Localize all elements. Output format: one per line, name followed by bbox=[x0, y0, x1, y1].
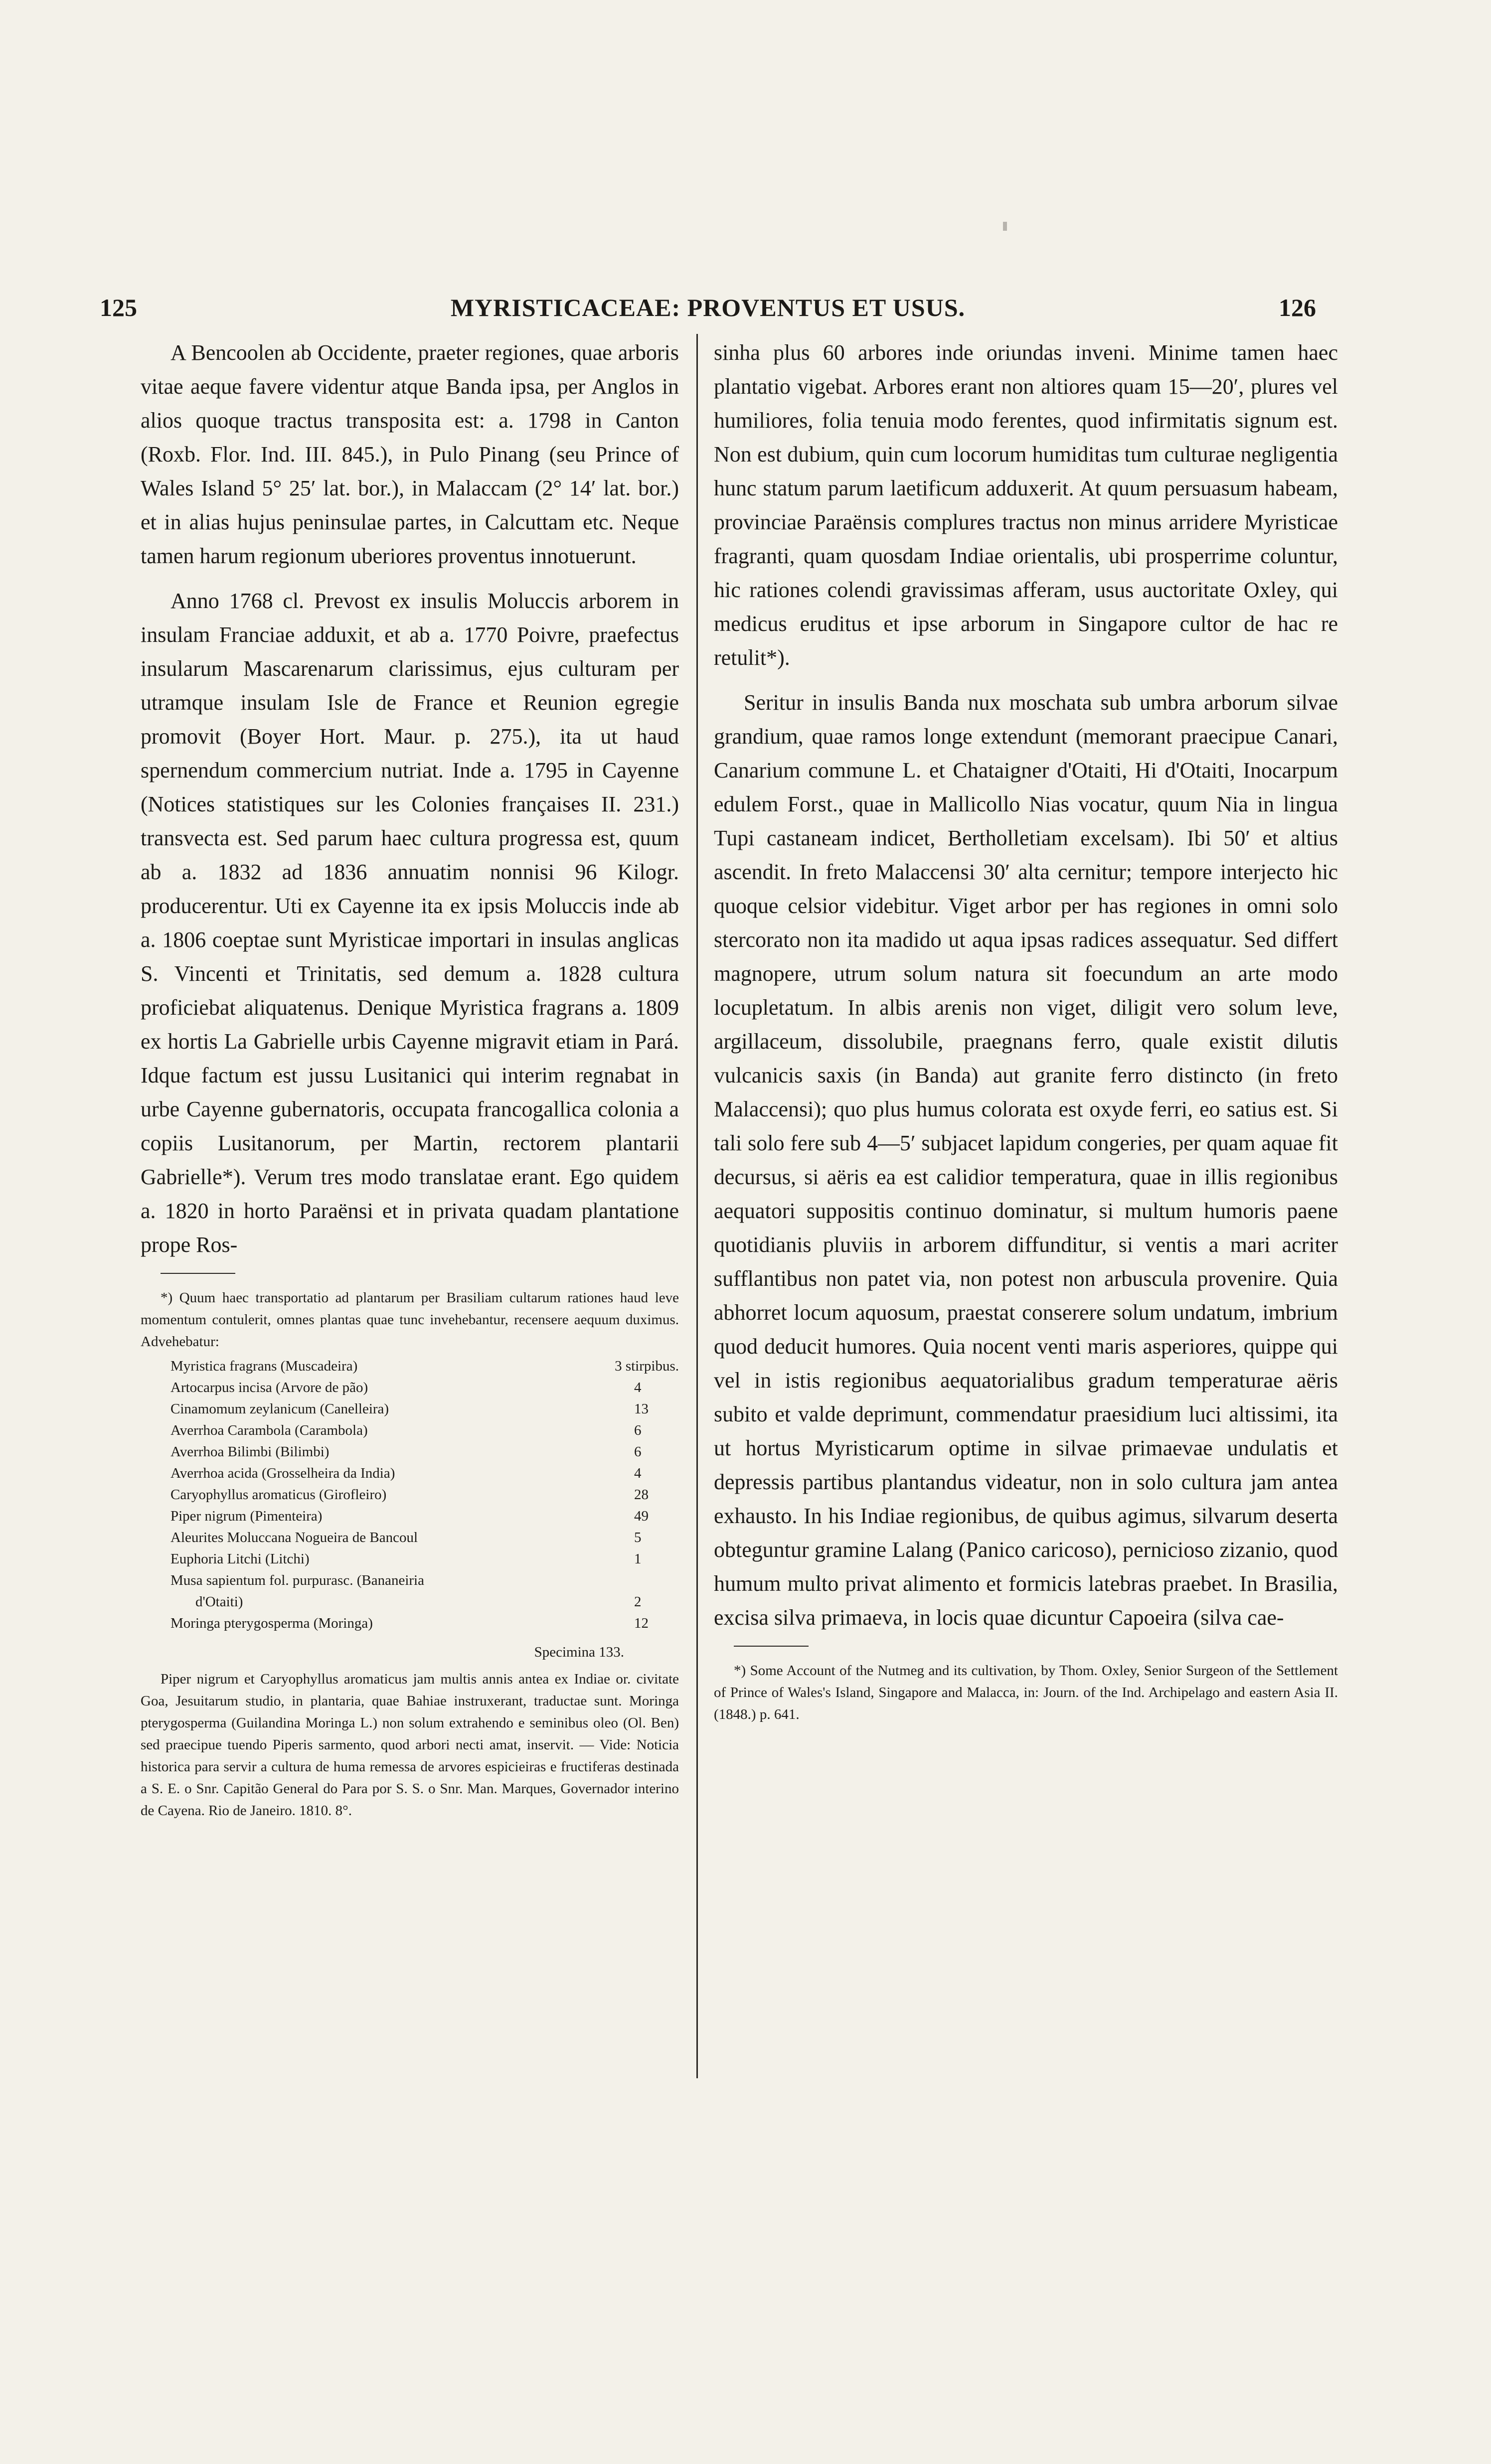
plant-row bbox=[170, 1506, 679, 1527]
plant-count: 12 bbox=[634, 1615, 649, 1631]
footnote-text: *) Some Account of the Nutmeg and its cultivation, by Thom. Oxley, Senior Surgeon of the Settlement of Prince of Wales's Island, Singapore and Malacca, in: Journ. of the Ind. Archipelago and eastern Asia II. (1848.) p. 641. bbox=[714, 1663, 1338, 1722]
plant-row bbox=[170, 1591, 679, 1613]
plant-count: 49 bbox=[634, 1508, 649, 1524]
plant-name: Cinamomum zeylanicum (Canelleira) bbox=[170, 1401, 389, 1417]
plant-row bbox=[170, 1398, 679, 1420]
plant-name: Averrhoa acida (Grosselheira da India) bbox=[170, 1465, 395, 1481]
footnote-rule bbox=[161, 1273, 235, 1274]
page-number-right: 126 bbox=[1279, 294, 1316, 321]
plant-row bbox=[170, 1548, 679, 1570]
plant-row bbox=[170, 1356, 679, 1377]
plant-row bbox=[170, 1527, 679, 1548]
footnote-rule bbox=[734, 1646, 809, 1647]
plant-name: d'Otaiti) bbox=[195, 1594, 243, 1610]
plant-count: 2 bbox=[634, 1594, 642, 1610]
plant-name: Myristica fragrans (Muscadeira) bbox=[170, 1358, 358, 1374]
plant-name: Averrhoa Carambola (Carambola) bbox=[170, 1422, 368, 1438]
plant-row bbox=[170, 1570, 679, 1591]
plant-name: Aleurites Moluccana Nogueira de Bancoul bbox=[170, 1530, 418, 1545]
paragraph: Seritur in insulis Banda nux moschata sub umbra arborum silvae grandium, quae ramos longe extendunt (memorant praecipue Canari, Canarium commune L. et Chataigner d'Otaiti, Hi d'Otaiti, Inocarpum edulem Forst., quae in Mallicollo Nias vocatur, quum Nia in lingua Tupi castaneam indicet, Bertholletiam excelsam). Ibi 50′ et altius ascendit. In freto Malaccensi 30′ alta cernitur; tempore interjecto hic quoque celsior videbitur. Viget arbor per has regiones in omni solo stercorato non ita madido ut aqua ipsas radices assequatur. Sed differt magnopere, utrum solum natura sit foecundum an arte modo locupletatum. In albis arenis non viget, diligit vero solum leve, argillaceum, dissolubile, praegnans ferro, quale existit dilutis vulcanicis saxis (in Banda) aut granite ferro distincto (in freto Malaccensi); quo plus humus colorata est oxyde ferri, eo satius est. Si tali solo fere sub 4—5′ subjacet lapidum congeries, per quam aquae fit decursus, si aëris ea est calidior temperatura, quae in illis regionibus aequatori suppositis continuo dominatur, si multum humoris paene quotidianis pluviis in arborem diffunditur, si ventis a mari acriter sufflantibus non patet via, non potest non arbuscula provenire. Quia abhorret locum aquosum, praestat conserere solum undatum, imbrium quod deducit humores. Quia nocent venti maris asperiores, quippe qui vel in istis regionibus aequatorialibus gradum temperaturae aëris subito et valde deprimunt, commendatur praesidium luci altissimi, ita ut hortus Myristicarum optime in silvae primaevae undulatis et depressis partibus plantandus videatur, non in solo cultura jam antea exhausto. In his Indiae regionibus, de quibus agimus, silvarum deserta obteguntur gramine Lalang (Panico caricoso), pernicioso zizanio, quod humum multo privat alimento et formicis latebras praebet. In Brasilia, excisa silva primaeva, in locis quae dicuntur Capoeira (silva cae- bbox=[714, 690, 1338, 1630]
plant-count: 6 bbox=[634, 1422, 642, 1438]
plant-row bbox=[170, 1377, 679, 1398]
plant-name: Moringa pterygosperma (Moringa) bbox=[170, 1615, 373, 1631]
column-divider bbox=[696, 334, 698, 2078]
running-header bbox=[100, 293, 1316, 328]
plant-count: 4 bbox=[634, 1465, 642, 1481]
plant-row bbox=[170, 1463, 679, 1484]
plant-name: Piper nigrum (Pimenteira) bbox=[170, 1508, 323, 1524]
plant-list bbox=[170, 1356, 679, 1634]
plant-count: 13 bbox=[634, 1401, 649, 1417]
plant-name: Euphoria Litchi (Litchi) bbox=[170, 1551, 310, 1567]
plant-row bbox=[170, 1441, 679, 1463]
left-column bbox=[141, 336, 679, 1822]
specimina-total: Specimina 133. bbox=[534, 1644, 624, 1660]
right-column bbox=[714, 336, 1338, 1725]
paragraph: Anno 1768 cl. Prevost ex insulis Moluccis arborem in insulam Franciae adduxit, et ab a. 1770 Poivre, praefectus insularum Mascarenarum clarissimus, ejus culturam per utramque insulam Isle de France et Reunion egregie promovit (Boyer Hort. Maur. p. 275.), ita ut haud spernendum commercium nutriat. Inde a. 1795 in Cayenne (Notices statistiques sur les Colonies françaises II. 231.) transvecta est. Sed parum haec cultura progressa est, quum ab a. 1832 ad 1836 annuatim nonnisi 96 Kilogr. producerentur. Uti ex Cayenne ita ex ipsis Moluccis inde ab a. 1806 coeptae sunt Myristicae importari in insulas anglicas S. Vincenti et Trinitatis, sed demum a. 1828 cultura proficiebat aliquatenus. Denique Myristica fragrans a. 1809 ex hortis La Gabrielle urbis Cayenne migravit etiam in Pará. Idque factum est jussu Lusitanici qui interim regnabat in urbe Cayenne gubernatoris, occupata francogallica colonia a copiis Lusitanorum, per Martin, rectorem plantarii Gabrielle*). Verum tres modo translatae erant. Ego quidem a. 1820 in horto Paraënsi et in privata quadam plantatione prope Ros- bbox=[141, 589, 679, 1257]
plant-name: Caryophyllus aromaticus (Girofleiro) bbox=[170, 1487, 387, 1503]
plant-count: 28 bbox=[634, 1487, 649, 1503]
plant-count: 1 bbox=[634, 1551, 642, 1567]
plant-count: 5 bbox=[634, 1530, 642, 1545]
plant-count: 6 bbox=[634, 1444, 642, 1460]
plant-row bbox=[170, 1613, 679, 1634]
footnote-intro: *) Quum haec transportatio ad plantarum per Brasiliam cultarum rationes haud leve momentum contulerit, omnes plantas quae tunc invehebantur, recensere aequum duximus. Advehebatur: bbox=[141, 1290, 679, 1350]
paragraph: A Bencoolen ab Occidente, praeter regiones, quae arboris vitae aeque favere videntur atque Banda ipsa, per Anglos in alios quoque tractus transposita est: a. 1798 in Canton (Roxb. Flor. Ind. III. 845.), in Pulo Pinang (seu Prince of Wales Island 5° 25′ lat. bor.), in Malaccam (2° 14′ lat. bor.) et in alias hujus peninsulae partes, in Calcuttam etc. Neque tamen harum regionum uberiores proventus innotuerunt. bbox=[141, 340, 679, 568]
plant-count: 4 bbox=[634, 1380, 642, 1395]
plant-name: Musa sapientum fol. purpurasc. (Bananeiria bbox=[170, 1572, 424, 1588]
paragraph: sinha plus 60 arbores inde oriundas inveni. Minime tamen haec plantatio vigebat. Arbores erant non altiores quam 15—20′, plures vel humiliores, folia tenuia modo ferentes, quod infirmitatis signum est. Non est dubium, quin cum locorum humiditas tum culturae negligentia hunc statum parum laetificum adduxerit. At quum persuasum habeam, provinciae Paraënsis complures tractus non minus arridere Myristicae fragranti, quam quosdam Indiae orientalis, ubi prosperrime coluntur, hic rationes colendi gravissimas afferam, usus auctoritate Oxley, qui medicus eruditus et ipse arborum in Singapore cultor de hac re retulit*). bbox=[714, 340, 1338, 670]
footnote-text: Piper nigrum et Caryophyllus aromaticus jam multis annis antea ex Indiae or. civitate Goa, Jesuitarum studio, in plantaria, quae Bahiae instruxerant, traductae sunt. Moringa pterygosperma (Guilandina Moringa L.) non solum extrahendo e seminibus oleo (Ol. Ben) sed praecipue tuendo Piperis sarmento, quod arbori necti amat, inservit. — Vide: Noticia historica para servir a cultura de huma remessa de arvores espicieiras e fructiferas destinada a S. E. o Snr. Capitão General do Para por S. S. o Snr. Man. Marques, Governador interino de Cayena. Rio de Janeiro. 1810. 8°. bbox=[141, 1671, 679, 1819]
plant-name: Artocarpus incisa (Arvore de pão) bbox=[170, 1380, 368, 1395]
plant-row bbox=[170, 1420, 679, 1441]
scan-speck bbox=[1003, 222, 1007, 231]
plant-row bbox=[170, 1484, 679, 1506]
plant-name: Averrhoa Bilimbi (Bilimbi) bbox=[170, 1444, 330, 1460]
page-number-left: 125 bbox=[100, 294, 137, 321]
plant-count: 3 stirpibus. bbox=[615, 1358, 679, 1374]
running-title: MYRISTICACEAE: PROVENTUS ET USUS. bbox=[450, 294, 966, 321]
